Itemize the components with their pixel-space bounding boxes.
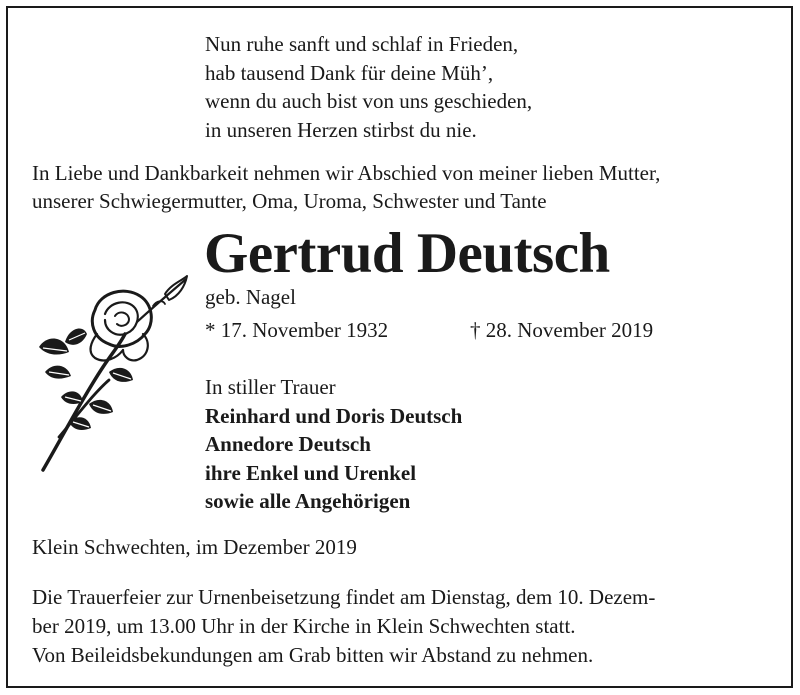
rose-illustration-icon <box>25 272 195 477</box>
intro-line: In Liebe und Dankbarkeit nehmen wir Abschied von meiner lieben Mutter, <box>32 161 661 185</box>
place-date: Klein Schwechten, im Dezember 2019 <box>32 535 357 559</box>
poem-line: hab tausend Dank für deine Müh’, <box>205 60 494 85</box>
mourners-heading: In stiller Trauer <box>205 375 336 399</box>
death-date: † 28. November 2019 <box>470 318 654 342</box>
funeral-notice <box>32 583 655 670</box>
mourners-block <box>205 373 462 516</box>
mourner-name: sowie alle Angehörigen <box>205 489 411 513</box>
notice-line: ber 2019, um 13.00 Uhr in der Kirche in Klein Schwechten statt. <box>32 614 576 638</box>
intro-text <box>32 159 660 215</box>
poem-line: wenn du auch bist von uns geschieden, <box>205 89 533 113</box>
intro-line: unserer Schwiegermutter, Oma, Uroma, Schwester und Tante <box>32 189 547 213</box>
poem-line: Nun ruhe sanft und schlaf in Frieden, <box>205 32 519 56</box>
mourner-name: ihre Enkel und Urenkel <box>205 460 417 485</box>
notice-line: Die Trauerfeier zur Urnenbeisetzung findet am Dienstag, dem 10. Dezem- <box>32 585 656 609</box>
poem-line: in unseren Herzen stirbst du nie. <box>205 117 477 142</box>
notice-line: Von Beileidsbekundungen am Grab bitten wir Abstand zu nehmen. <box>32 643 594 667</box>
birth-date: * 17. November 1932 <box>205 318 389 342</box>
memorial-poem <box>205 30 532 144</box>
deceased-name: Gertrud Deutsch <box>204 222 610 285</box>
mourner-name: Reinhard und Doris Deutsch <box>205 403 463 428</box>
maiden-name: geb. Nagel <box>205 285 296 309</box>
mourner-name: Annedore Deutsch <box>205 432 371 456</box>
